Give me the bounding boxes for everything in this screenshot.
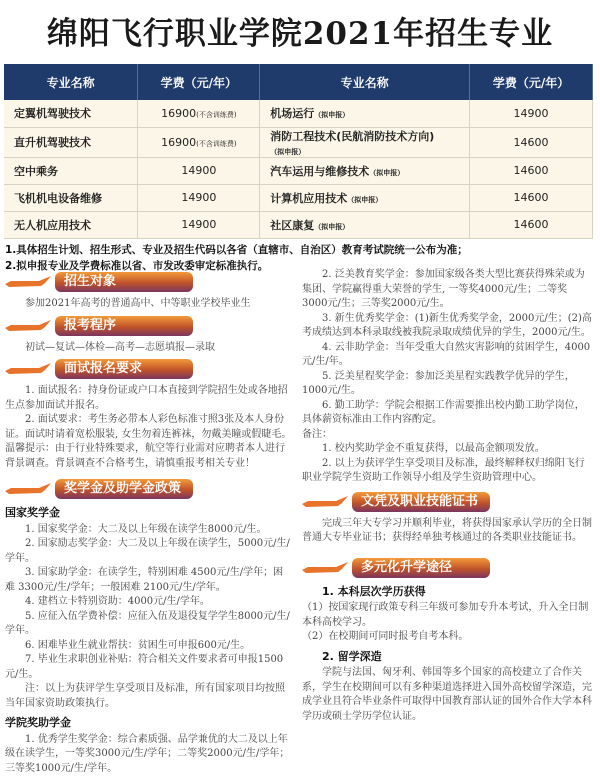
section-text: 1. 面试报名：持身份证或户口本直接到学院招生处或各地招生点参加面试并报名。 — [5, 384, 293, 413]
section-title: 报考程序 — [55, 316, 193, 336]
list-item: 6. 困难毕业生就业帮扶：贫困生可申报600元/生。 — [5, 639, 293, 654]
fee: 14900 — [470, 100, 593, 127]
section-text: （2）在校期间可同时报考自考本科。 — [302, 630, 592, 645]
fee-note: (不含训练费) — [196, 111, 236, 119]
section-text: 参加2021年高考的普通高中、中等职业学校毕业生 — [5, 297, 293, 312]
table-row — [4, 184, 593, 211]
list-item: 1. 国家奖学金：大二及以上年级在读学生8000元/生。 — [5, 523, 293, 538]
header-major: 专业名称 — [260, 64, 470, 100]
major-name — [260, 100, 470, 127]
fee — [138, 184, 260, 211]
airplane-icon — [302, 496, 348, 510]
subheading: 1. 本科层次学历获得 — [302, 585, 592, 600]
subheading: 2. 留学深造 — [302, 650, 592, 665]
remark: 2. 以上为获评学生享受项目及标准，最终解释权归绵阳飞行职业学院学生资助工作领导小组及学生资助管理中心。 — [302, 457, 592, 486]
section-title: 多元化升学途径 — [352, 558, 490, 578]
major-name: 直升机驾驶技术 — [4, 127, 138, 157]
section-text: 2. 面试要求：考生务必带本人彩色标准寸照3张及本人身份证。面试时请着宽松服装, 女生勿着连裤袜，勿戴美瞳或假睫毛。 — [5, 413, 293, 442]
fee-value: 14900 — [181, 218, 216, 231]
header-fee: 学费（元/年） — [138, 64, 260, 100]
list-item: 2. 泛美教育奖学金：参加国家级各类大型比赛获得殊荣或为集团、学院赢得重大荣誉的学生, 一等奖4000元/生；二等奖3000元/生；三等奖2000元/生。 — [302, 268, 592, 312]
section-text: （1）按国家现行政策专科三年级可参加专升本考试，升入全日制本科高校学习。 — [302, 601, 592, 630]
section-text: 温馨提示：由于行业特殊要求，航空等行业需对应聘者本人进行背景调查。背景调查不合格考生，请慎重报考相关专业！ — [5, 442, 293, 471]
section-title: 招生对象 — [55, 272, 193, 292]
major-name: 无人机应用技术 — [4, 211, 138, 238]
major-name — [260, 127, 470, 157]
major-name: 定翼机驾驶技术 — [4, 100, 138, 127]
major-name-text: 机场运行 — [270, 107, 314, 120]
fee — [138, 157, 260, 184]
section-banner — [302, 492, 592, 514]
fee — [138, 211, 260, 238]
section-banner — [5, 359, 293, 381]
right-column — [302, 268, 592, 724]
section-text: 完成三年大专学习并顺利毕业，将获得国家承认学历的全日制普通大专毕业证书；获得经单独考核通过的各类职业技能证书。 — [302, 517, 592, 546]
majors-table — [4, 64, 593, 239]
airplane-icon — [5, 363, 51, 377]
section-text: 初试—复试—体检—高考—志愿填报—录取 — [5, 341, 293, 356]
list-item: 6. 勤工助学：学院会根据工作需要推出校内勤工助学岗位，具体薪资标准由工作内容酌定。 — [302, 399, 592, 428]
pending-tag: （拟申报） — [347, 196, 382, 204]
section-title: 面试报名要求 — [55, 359, 193, 379]
pending-tag: （拟申报） — [314, 223, 349, 231]
table-row — [4, 211, 593, 238]
section-banner — [5, 272, 293, 294]
fee — [138, 100, 260, 127]
airplane-icon — [5, 320, 51, 334]
fee-value: 16900 — [161, 107, 196, 120]
major-name: 空中乘务 — [4, 157, 138, 184]
fee-value: 14900 — [181, 164, 216, 177]
list-item: 2. 国家励志奖学金：大二及以上年级在读学生，5000元/生/学年。 — [5, 537, 293, 566]
list-item: 注：以上为获评学生享受项目及标准，所有国家项目均按照当年国家资助政策执行。 — [5, 682, 293, 711]
remark-label: 备注： — [302, 428, 592, 443]
major-name — [260, 157, 470, 184]
fee: 14600 — [470, 211, 593, 238]
pending-tag: （拟申报） — [270, 148, 305, 156]
fee: 14600 — [470, 157, 593, 184]
list-item: 5. 应征入伍学费补偿：应征入伍及退役复学学生8000元/生/学年。 — [5, 610, 293, 639]
section-title: 文凭及职业技能证书 — [352, 492, 490, 512]
major-name-text: 汽车运用与维修技术 — [270, 165, 369, 178]
major-name-text: 社区康复 — [270, 219, 314, 232]
airplane-icon — [302, 562, 348, 576]
list-item: 4. 建档立卡特别资助：4000元/生/学年。 — [5, 595, 293, 610]
list-item: 4. 云非助学金：当年受重大自然灾害影响的贫困学生，4000元/生/年。 — [302, 341, 592, 370]
pending-tag: （拟申报） — [314, 111, 349, 119]
list-item: 3. 新生优秀奖学金：(1)新生优秀奖学金，2000元/生；(2)高考成绩达到本科录取线被我院录取成绩优异的学生，2000元/生。 — [302, 312, 592, 341]
section-text: 1. 优秀学生奖学金：综合素质强、品学兼优的大二及以上年级在读学生，一等奖3000元/生/学年；二等奖2000元/生/学年；三等奖1000元/生/学年。 — [5, 733, 293, 776]
subheading: 国家奖学金 — [5, 506, 293, 521]
note-1: 1.具体招生计划、招生形式、专业及招生代码以各省（直辖市、自治区）教育考试院统一公布为准； — [5, 242, 468, 257]
airplane-icon — [5, 483, 51, 497]
fee-value: 14900 — [181, 191, 216, 204]
header-major: 专业名称 — [4, 64, 138, 100]
fee: 14600 — [470, 184, 593, 211]
table-row — [4, 100, 593, 127]
page-title: 绵阳飞行职业学院2021年招生专业 — [0, 8, 600, 53]
pending-tag: （拟申报） — [369, 169, 404, 177]
list-item: 5. 泛美星程奖学金：参加泛美星程实践教学优异的学生，1000元/生。 — [302, 370, 592, 399]
section-text: 学院与法国、匈牙利、韩国等多个国家的高校建立了合作关系，学生在校期间可以有多种渠道选择进入国外高校留学深造，完成学业且符合毕业条件可取得中国教育部认证的国外合作大学本科学历或硕士学历学位认证。 — [302, 666, 592, 724]
subheading: 学院奖助学金 — [5, 716, 293, 731]
list-item: 7. 毕业生求职创业补贴：符合相关文件要求者可申报1500元/生。 — [5, 653, 293, 682]
left-column — [5, 268, 293, 776]
major-name: 飞机机电设备维修 — [4, 184, 138, 211]
major-name-text: 计算机应用技术 — [270, 192, 347, 205]
major-name-text: 消防工程技术(民航消防技术方向) — [270, 130, 434, 143]
remark: 1. 校内奖助学金不重复获得，以最高金额项发放。 — [302, 442, 592, 457]
fee — [138, 127, 260, 157]
major-name — [260, 211, 470, 238]
section-banner — [5, 316, 293, 338]
fee-value: 16900 — [161, 136, 196, 149]
header-fee: 学费（元/年） — [470, 64, 593, 100]
list-item: 3. 国家助学金：在读学生，特别困难 4500元/生/学年；困难 3300元/生/学年；一般困难 2100元/生/学年。 — [5, 566, 293, 595]
table-row — [4, 127, 593, 157]
table-row — [4, 157, 593, 184]
fee: 14600 — [470, 127, 593, 157]
fee-note: (不含训练费) — [196, 140, 236, 148]
note-2: 2.拟申报专业及学费标准以省、市发改委审定标准执行。 — [5, 258, 268, 273]
section-title: 奖学金及助学金政策 — [55, 479, 193, 499]
section-banner — [302, 558, 592, 580]
major-name — [260, 184, 470, 211]
airplane-icon — [5, 276, 51, 290]
section-banner — [5, 479, 293, 501]
